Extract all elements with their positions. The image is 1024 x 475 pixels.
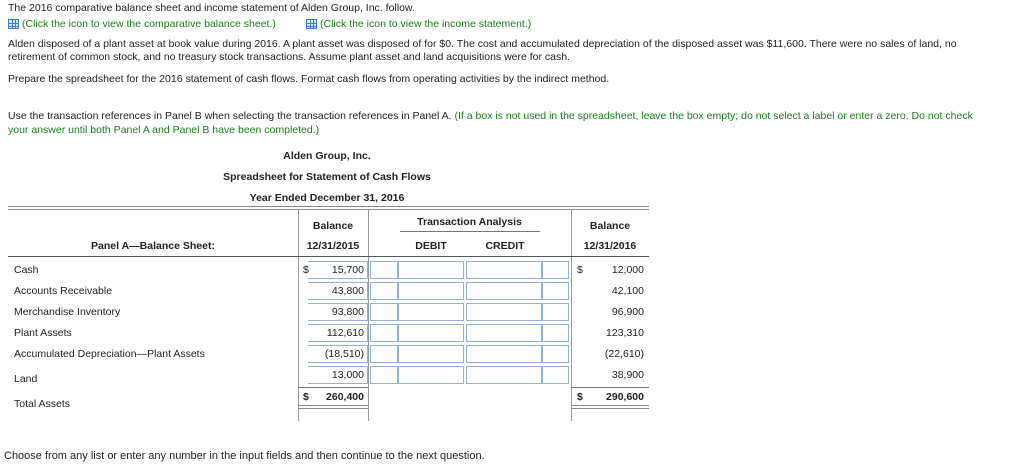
debit-amount-input[interactable]	[398, 324, 464, 342]
row-label: Land	[14, 373, 38, 385]
total-2015: 260,400	[326, 391, 364, 403]
credit-ref-select[interactable]	[542, 345, 569, 363]
row-label: Cash	[14, 264, 39, 276]
col-date1-header: 12/31/2015	[306, 240, 360, 252]
balance-2016-value: 123,310	[606, 327, 644, 339]
dollar-sign: $	[577, 391, 583, 403]
row-label: Accounts Receivable	[14, 285, 113, 297]
balance-2015-cell	[308, 303, 368, 321]
balance-2016-value: 12,000	[611, 264, 644, 276]
balance-2015-cell	[308, 366, 368, 384]
total-double-rule	[571, 405, 649, 409]
col-panel-header: Panel A—Balance Sheet:	[91, 240, 215, 252]
credit-amount-input[interactable]	[466, 324, 542, 342]
company-name: Alden Group, Inc.	[283, 150, 371, 162]
debit-ref-select[interactable]	[370, 303, 398, 321]
col-date2-header: 12/31/2016	[583, 240, 637, 252]
header-bottom-rule	[8, 256, 649, 257]
balance-2015-value: 13,000	[331, 369, 364, 381]
total-label: Total Assets	[14, 398, 71, 410]
debit-ref-select[interactable]	[370, 261, 398, 279]
balance-2015-value: (18,510)	[324, 348, 364, 360]
credit-amount-input[interactable]	[466, 345, 542, 363]
instruction-note: (If a box is not used in the spreadsheet, leave the box empty; do not select a label or enter a zero. Do not check	[454, 110, 973, 122]
income-statement-link-text[interactable]: (Click the icon to view the income statement.)	[320, 18, 532, 30]
debit-amount-input[interactable]	[398, 303, 464, 321]
problem-text-line2: retirement of common stock, and no treasury stock transactions. Assume plant asset and land acquisitions were for cash.	[8, 51, 571, 63]
total-rule	[571, 387, 649, 388]
col-balance-header: Balance	[312, 220, 354, 232]
col-transaction-header: Transaction Analysis	[417, 216, 522, 228]
dollar-sign: $	[303, 391, 309, 403]
debit-ref-select[interactable]	[370, 282, 398, 300]
spreadsheet-icon[interactable]	[306, 19, 317, 29]
balance-2015-cell	[308, 261, 368, 279]
debit-amount-input[interactable]	[398, 366, 464, 384]
total-2016: 290,600	[606, 391, 644, 403]
sheet-period: Year Ended December 31, 2016	[249, 192, 405, 204]
balance-sheet-link-text[interactable]: (Click the icon to view the comparative balance sheet.)	[22, 18, 276, 30]
col-balance2-header: Balance	[589, 220, 631, 232]
credit-ref-select[interactable]	[542, 282, 569, 300]
instruction-line2: your answer until both Panel A and Panel B have been completed.)	[8, 124, 320, 136]
credit-amount-input[interactable]	[466, 282, 542, 300]
total-double-rule	[298, 405, 368, 409]
credit-amount-input[interactable]	[466, 261, 542, 279]
debit-amount-input[interactable]	[398, 345, 464, 363]
credit-amount-input[interactable]	[466, 366, 542, 384]
balance-2015-cell	[308, 282, 368, 300]
credit-ref-select[interactable]	[542, 303, 569, 321]
row-label: Plant Assets	[14, 327, 72, 339]
debit-amount-input[interactable]	[398, 282, 464, 300]
col-credit-header: CREDIT	[485, 240, 525, 252]
debit-ref-select[interactable]	[370, 345, 398, 363]
debit-ref-select[interactable]	[370, 366, 398, 384]
credit-ref-select[interactable]	[542, 324, 569, 342]
balance-2016-value: (22,610)	[604, 348, 644, 360]
balance-sheet-link[interactable]	[8, 18, 276, 32]
balance-2016-value: 96,900	[611, 306, 644, 318]
header-rule	[400, 231, 540, 232]
balance-2015-cell	[308, 324, 368, 342]
top-double-rule	[8, 206, 649, 210]
row-label: Accumulated Depreciation—Plant Assets	[14, 348, 205, 360]
credit-amount-input[interactable]	[466, 303, 542, 321]
instruction-line1	[8, 110, 973, 122]
balance-2016-value: 38,900	[611, 369, 644, 381]
column-divider	[368, 209, 369, 421]
income-statement-link[interactable]	[306, 18, 531, 32]
balance-2015-value: 15,700	[331, 264, 364, 276]
balance-2015-cell	[308, 345, 368, 363]
dollar-sign: $	[577, 264, 583, 276]
balance-2015-value: 112,610	[326, 327, 364, 339]
footer-instruction: Choose from any list or enter any number in the input fields and then continue to the next question.	[4, 450, 485, 462]
row-label: Merchandise Inventory	[14, 306, 121, 318]
credit-ref-select[interactable]	[542, 366, 569, 384]
sheet-title: Spreadsheet for Statement of Cash Flows	[223, 171, 431, 183]
total-rule	[298, 387, 368, 388]
debit-amount-input[interactable]	[398, 261, 464, 279]
balance-2015-value: 93,800	[331, 306, 364, 318]
instruction-text: Use the transaction references in Panel B when selecting the transaction references in Panel A.	[8, 110, 452, 122]
credit-ref-select[interactable]	[542, 261, 569, 279]
col-debit-header: DEBIT	[415, 240, 447, 252]
spreadsheet-icon[interactable]	[8, 19, 19, 29]
intro-line: The 2016 comparative balance sheet and income statement of Alden Group, Inc. follow.	[8, 2, 415, 14]
dollar-sign: $	[303, 264, 309, 276]
problem-text-line1: Alden disposed of a plant asset at book value during 2016. A plant asset was disposed of for $0. The cost and accumulated depreciation of the disposed asset was $11,600. There were no sales of land, no	[8, 38, 957, 50]
balance-2016-value: 42,100	[611, 285, 644, 297]
balance-2015-value: 43,800	[331, 285, 364, 297]
task-text: Prepare the spreadsheet for the 2016 statement of cash flows. Format cash flows from operating activities by the indirect method.	[8, 73, 610, 85]
debit-ref-select[interactable]	[370, 324, 398, 342]
